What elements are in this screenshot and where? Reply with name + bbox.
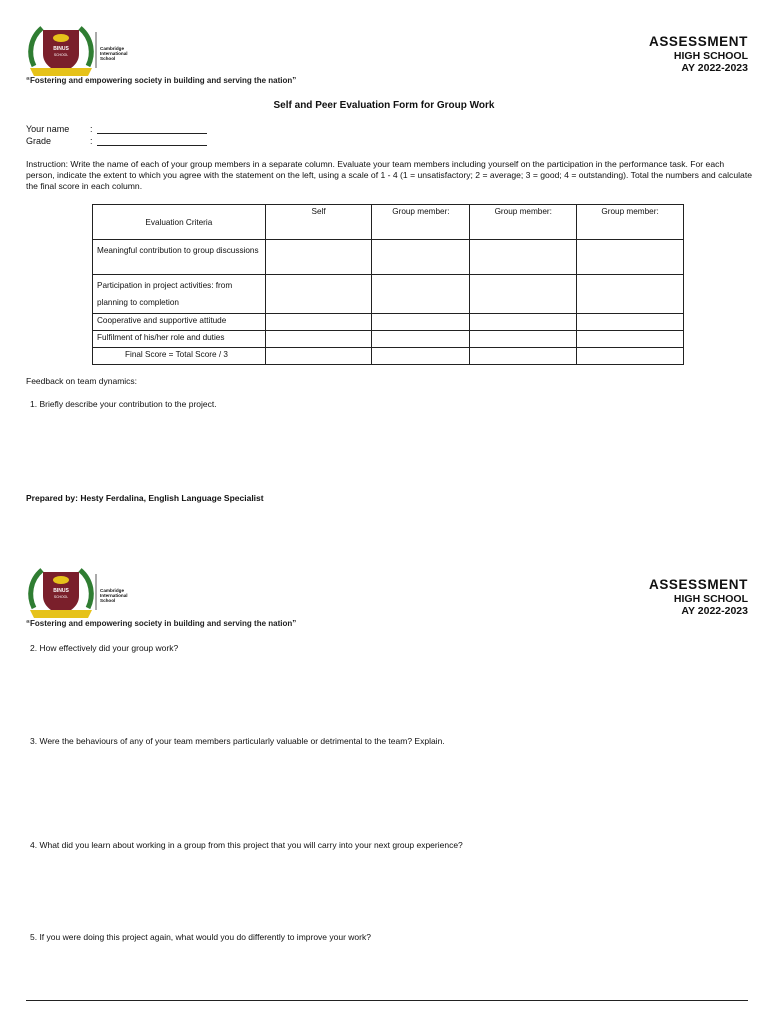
- school-logo: [26, 22, 141, 80]
- score-cell[interactable]: [265, 331, 372, 348]
- svg-text:SCHOOL: SCHOOL: [53, 595, 69, 599]
- question-5: 5. If you were doing this project again, what would you do differently to improve your work?: [30, 932, 371, 942]
- header-evaluation-criteria: Evaluation Criteria: [93, 205, 266, 240]
- school-motto: “Fostering and empowering society in building and serving the nation”: [26, 619, 297, 628]
- score-cell[interactable]: [265, 240, 372, 275]
- criteria-cell: Participation in project activities: from planning to completion: [93, 275, 266, 314]
- svg-text:International: International: [100, 593, 128, 598]
- svg-text:School: School: [100, 56, 116, 61]
- table-row: [93, 348, 684, 365]
- score-cell[interactable]: [372, 331, 470, 348]
- question-3: 3. Were the behaviours of any of your team members particularly valuable or detrimental to the team? Explain.: [30, 736, 445, 746]
- score-cell[interactable]: [470, 331, 577, 348]
- grade-field-row: [26, 136, 207, 146]
- score-cell[interactable]: [470, 348, 577, 365]
- score-cell[interactable]: [577, 314, 684, 331]
- evaluation-table: [92, 204, 684, 365]
- grade-label: Grade: [26, 136, 52, 146]
- school-level: HIGH SCHOOL: [673, 593, 748, 605]
- academic-year: AY 2022-2023: [681, 62, 748, 74]
- table-row: [93, 275, 684, 314]
- academic-year: AY 2022-2023: [681, 605, 748, 617]
- score-cell[interactable]: [470, 240, 577, 275]
- feedback-heading: Feedback on team dynamics:: [26, 376, 138, 386]
- school-level: HIGH SCHOOL: [673, 50, 748, 62]
- school-motto: “Fostering and empowering society in building and serving the nation”: [26, 76, 297, 85]
- name-label: Your name: [26, 124, 70, 134]
- form-title: Self and Peer Evaluation Form for Group Work: [273, 100, 495, 111]
- score-cell[interactable]: [372, 348, 470, 365]
- grade-colon: :: [90, 136, 93, 146]
- table-row: [93, 240, 684, 275]
- svg-text:Cambridge: Cambridge: [100, 588, 124, 593]
- grade-input-line[interactable]: [97, 137, 207, 146]
- criteria-cell: Cooperative and supportive attitude: [93, 314, 266, 331]
- score-cell[interactable]: [265, 314, 372, 331]
- criteria-cell: Meaningful contribution to group discussions: [93, 240, 266, 275]
- score-cell[interactable]: [577, 331, 684, 348]
- assessment-title: ASSESSMENT: [648, 34, 748, 49]
- school-logo: [26, 564, 141, 622]
- header-group-member-1: Group member:: [372, 205, 470, 240]
- svg-text:SCHOOL: SCHOOL: [53, 53, 69, 57]
- name-field-row: [26, 124, 207, 134]
- header-group-member-2: Group member:: [470, 205, 577, 240]
- svg-text:School: School: [100, 598, 116, 603]
- question-1: 1. Briefly describe your contribution to the project.: [30, 399, 217, 409]
- svg-text:International: International: [100, 51, 128, 56]
- score-cell[interactable]: [372, 275, 470, 314]
- prepared-by: Prepared by: Hesty Ferdalina, English Language Specialist: [26, 493, 264, 503]
- score-cell[interactable]: [470, 275, 577, 314]
- svg-text:BINUS: BINUS: [53, 46, 69, 52]
- final-score-cell: Final Score = Total Score / 3: [93, 348, 266, 365]
- table-row: [93, 314, 684, 331]
- criteria-cell: Fulfilment of his/her role and duties: [93, 331, 266, 348]
- score-cell[interactable]: [577, 240, 684, 275]
- score-cell[interactable]: [372, 314, 470, 331]
- score-cell[interactable]: [372, 240, 470, 275]
- name-input-line[interactable]: [97, 125, 207, 134]
- svg-text:BINUS: BINUS: [53, 588, 69, 594]
- assessment-title: ASSESSMENT: [648, 577, 748, 592]
- header-group-member-3: Group member:: [577, 205, 684, 240]
- score-cell[interactable]: [577, 275, 684, 314]
- table-header-row: [93, 205, 684, 240]
- instruction-text: Instruction: Write the name of each of your group members in a separate column. Evaluate your team members including yourself on the participation in the performance task. For each person, indicate the extent to which you agree with the statement on the left, using a scale of 1 - 4 (1 = unsatisfactory; 2 = average; 3 = good; 4 = outstanding). Total the numbers and calculate the final score in each column.: [26, 159, 752, 191]
- question-4: 4. What did you learn about working in a group from this project that you will carry into your next group experience?: [30, 840, 463, 850]
- table-row: [93, 331, 684, 348]
- header-self: Self: [265, 205, 372, 240]
- name-colon: :: [90, 124, 93, 134]
- question-2: 2. How effectively did your group work?: [30, 643, 179, 653]
- page-bottom-rule: [26, 1000, 748, 1001]
- score-cell[interactable]: [265, 348, 372, 365]
- cambridge-logo-text: Cambridge: [100, 46, 124, 51]
- score-cell[interactable]: [577, 348, 684, 365]
- score-cell[interactable]: [265, 275, 372, 314]
- score-cell[interactable]: [470, 314, 577, 331]
